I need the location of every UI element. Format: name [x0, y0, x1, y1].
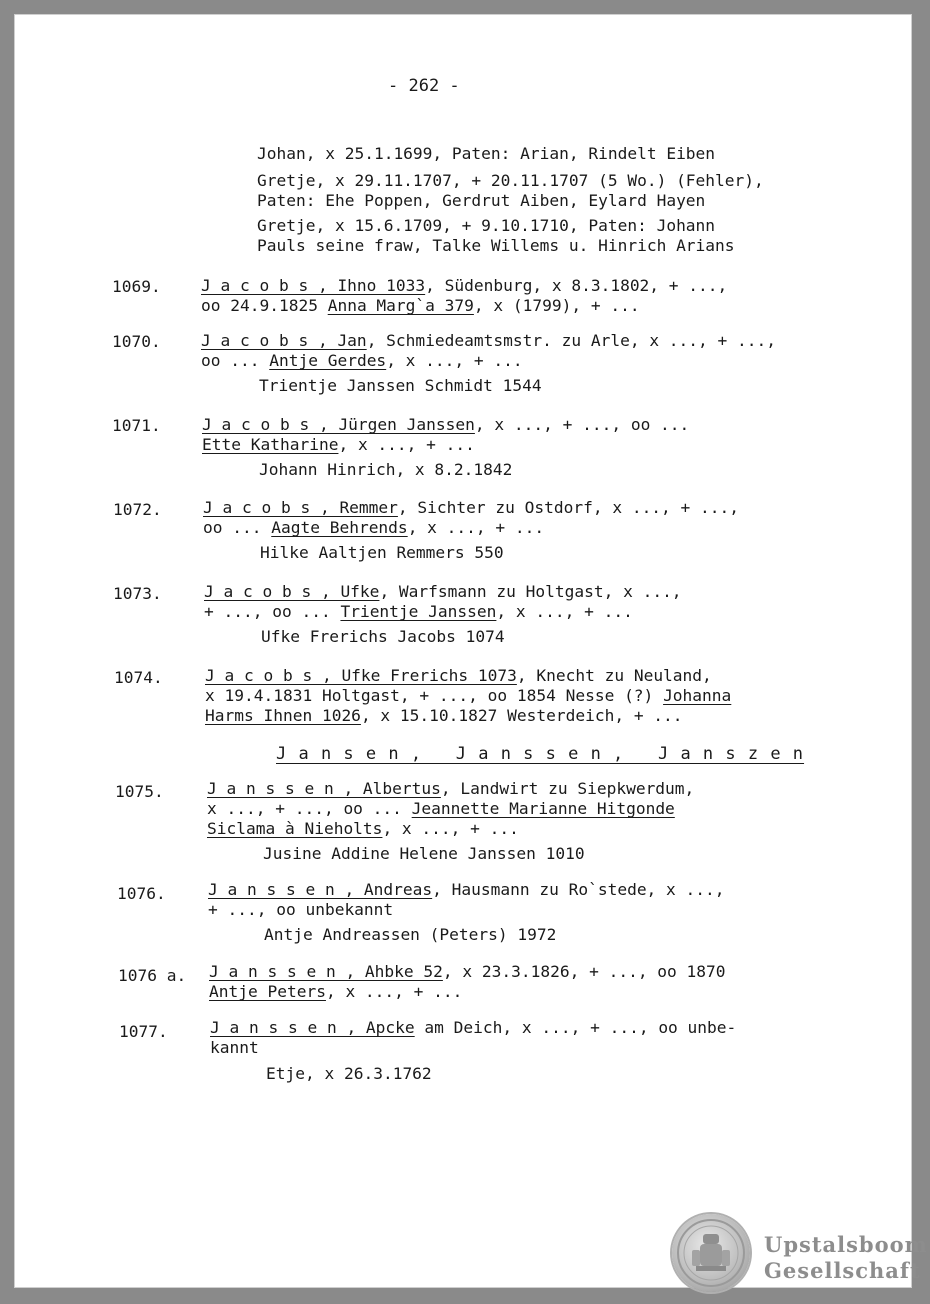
spouse-name: Siclama à Nieholts: [207, 819, 383, 838]
entry-text: , Knecht zu Neuland,: [516, 666, 712, 685]
entry-line: [207, 819, 519, 839]
entry-number: 1072.: [113, 500, 162, 519]
seal-icon: [672, 1214, 750, 1292]
document-page: [14, 14, 928, 1288]
entry-name: J a c o b s , Jan: [201, 331, 367, 350]
page-number: - 262 -: [388, 76, 460, 96]
entry-line: [201, 351, 523, 371]
child-line: Johann Hinrich, x 8.2.1842: [259, 460, 513, 479]
entry-text: , Warfsmann zu Holtgast, x ...,: [379, 582, 682, 601]
entry-number: 1074.: [114, 668, 163, 687]
entry-text: , Hausmann zu Ro`stede, x ...,: [432, 880, 725, 899]
entry-number: 1075.: [115, 782, 164, 801]
entry-text: + ..., oo unbekannt: [208, 900, 394, 919]
entry-text: , x ..., + ..., oo ...: [474, 415, 690, 434]
entry-line: [205, 706, 683, 726]
entry-text: , x (1799), + ...: [473, 296, 640, 315]
entry-text: am Deich, x ..., + ..., oo unbe-: [414, 1018, 737, 1037]
spouse-name: Ette Katharine: [202, 435, 339, 454]
entry-number: 1069.: [112, 277, 161, 296]
entry-text: , Südenburg, x 8.3.1802, + ...,: [425, 276, 728, 295]
entry-name: J a c o b s , Remmer: [203, 498, 398, 517]
spouse-name: Trientje Janssen: [340, 602, 497, 621]
entry-text: , Landwirt zu Siepkwerdum,: [440, 779, 695, 798]
child-line: Hilke Aaltjen Remmers 550: [260, 543, 504, 562]
entry-line: [208, 900, 393, 920]
child-line: Trientje Janssen Schmidt 1544: [259, 376, 542, 395]
intro-line: Gretje, x 29.11.1707, + 20.11.1707 (5 Wo.) (Fehler),: [257, 171, 764, 190]
entry-number: 1073.: [113, 584, 162, 603]
entry-text: x 19.4.1831 Holtgast, + ..., oo 1854 Nesse (?): [205, 686, 664, 705]
entry-name: J a n s s e n , Albertus: [207, 779, 441, 798]
entry-line: [207, 779, 694, 799]
intro-line: Paten: Ehe Poppen, Gerdrut Aiben, Eylard Hayen: [257, 191, 706, 210]
entry-text: kannt: [210, 1038, 259, 1057]
intro-line: Gretje, x 15.6.1709, + 9.10.1710, Paten: Johann: [257, 216, 716, 235]
entry-text: , x ..., + ...: [407, 518, 545, 537]
entry-line: [201, 276, 727, 296]
entry-number: 1076 a.: [118, 966, 187, 985]
spouse-name: Jeannette Marianne Hitgonde: [411, 799, 675, 818]
spouse-name: Anna Marg`a 379: [327, 296, 474, 315]
child-line: Etje, x 26.3.1762: [266, 1064, 432, 1083]
entry-name: J a n s s e n , Andreas: [208, 880, 433, 899]
entry-number: 1076.: [117, 884, 166, 903]
intro-line: Pauls seine fraw, Talke Willems u. Hinrich Arians: [257, 236, 735, 255]
entry-line: [202, 435, 475, 455]
entry-name: J a c o b s , Ufke Frerichs 1073: [205, 666, 517, 685]
entry-text: , Sichter zu Ostdorf, x ..., + ...,: [397, 498, 740, 517]
entry-text: oo ...: [201, 351, 270, 370]
entry-text: , x ..., + ...: [382, 819, 519, 838]
seal-drawing: [672, 1214, 750, 1292]
entry-number: 1077.: [119, 1022, 168, 1041]
entry-line: [207, 799, 675, 819]
entry-text: oo 24.9.1825: [201, 296, 328, 315]
child-line: Ufke Frerichs Jacobs 1074: [261, 627, 505, 646]
entry-line: [208, 880, 725, 900]
entry-text: , x 23.3.1826, + ..., oo 1870: [442, 962, 726, 981]
entry-text: , x ..., + ...: [386, 351, 523, 370]
entry-line: [210, 1038, 259, 1058]
entry-text: + ..., oo ...: [204, 602, 341, 621]
spouse-name: Antje Peters: [209, 982, 326, 1001]
entry-line: [203, 518, 544, 538]
entry-text: x ..., + ..., oo ...: [207, 799, 412, 818]
entry-line: [209, 982, 462, 1002]
entry-line: [205, 686, 731, 706]
child-line: Jusine Addine Helene Janssen 1010: [263, 844, 585, 863]
spouse-name: Antje Gerdes: [269, 351, 387, 370]
spouse-name: Aagte Behrends: [271, 518, 408, 537]
entry-text: , x ..., + ...: [338, 435, 475, 454]
entry-name: J a c o b s , Ihno 1033: [201, 276, 426, 295]
entry-text: oo ...: [203, 518, 272, 537]
entry-line: [209, 962, 726, 982]
society-name-line2: Gesellschaft: [764, 1258, 921, 1283]
entry-name: J a n s s e n , Ahbke 52: [209, 962, 443, 981]
section-heading: J a n s e n , J a n s s e n , J a n s z e n: [276, 744, 805, 764]
child-line: Antje Andreassen (Peters) 1972: [264, 925, 557, 944]
entry-name: J a c o b s , Jürgen Janssen: [202, 415, 475, 434]
entry-line: [205, 666, 712, 686]
entry-line: [203, 498, 739, 518]
entry-line: [204, 602, 633, 622]
entry-text: , x 15.10.1827 Westerdeich, + ...: [360, 706, 683, 725]
entry-name: J a c o b s , Ufke: [204, 582, 380, 601]
entry-line: [201, 296, 640, 316]
entry-number: 1071.: [112, 416, 161, 435]
entry-text: , x ..., + ...: [325, 982, 463, 1001]
entry-line: [210, 1018, 736, 1038]
entry-line: [201, 331, 776, 351]
entry-name: J a n s s e n , Apcke: [210, 1018, 415, 1037]
intro-line: Johan, x 25.1.1699, Paten: Arian, Rindelt Eiben: [257, 144, 716, 163]
entry-text: , Schmiedeamtsmstr. zu Arle, x ..., + ...,: [366, 331, 777, 350]
entry-text: , x ..., + ...: [496, 602, 633, 621]
society-name-line1: Upstalsboom: [764, 1232, 928, 1257]
entry-line: [202, 415, 689, 435]
entry-number: 1070.: [112, 332, 161, 351]
spouse-name: Harms Ihnen 1026: [205, 706, 361, 725]
spouse-name: Johanna: [663, 686, 732, 705]
entry-line: [204, 582, 682, 602]
